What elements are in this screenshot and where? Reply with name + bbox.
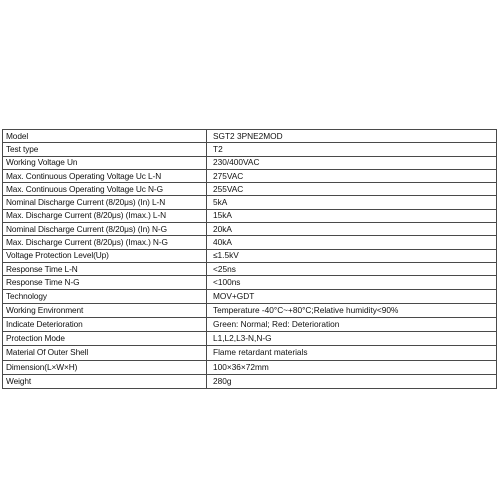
specification-table-body (3, 130, 497, 389)
spec-label: Working Voltage Un (3, 156, 207, 169)
spec-value: <25ns (207, 262, 497, 275)
spec-value: T2 (207, 143, 497, 156)
table-row (3, 183, 497, 196)
table-row (3, 276, 497, 289)
specification-table (2, 129, 497, 389)
table-row (3, 360, 497, 374)
table-row (3, 262, 497, 275)
spec-label: Model (3, 130, 207, 143)
table-row (3, 303, 497, 317)
spec-value: 230/400VAC (207, 156, 497, 169)
spec-value: Flame retardant materials (207, 346, 497, 360)
spec-label: Working Environment (3, 303, 207, 317)
spec-value: 15kA (207, 209, 497, 222)
spec-label: Nominal Discharge Current (8/20μs) (In) L-N (3, 196, 207, 209)
spec-value: L1,L2,L3-N,N-G (207, 332, 497, 346)
spec-label: Test type (3, 143, 207, 156)
table-row (3, 143, 497, 156)
table-row (3, 236, 497, 249)
spec-value: 20kA (207, 223, 497, 236)
spec-label: Technology (3, 289, 207, 303)
table-row (3, 169, 497, 182)
table-row (3, 209, 497, 222)
table-row (3, 346, 497, 360)
spec-label: Max. Continuous Operating Voltage Uc L-N (3, 169, 207, 182)
spec-value: Temperature -40°C~+80°C;Relative humidity<90% (207, 303, 497, 317)
spec-label: Protection Mode (3, 332, 207, 346)
table-row (3, 317, 497, 331)
table-row (3, 223, 497, 236)
spec-value: 5kA (207, 196, 497, 209)
spec-value: 40kA (207, 236, 497, 249)
table-row (3, 289, 497, 303)
table-row (3, 130, 497, 143)
spec-value: 100×36×72mm (207, 360, 497, 374)
spec-label: Weight (3, 374, 207, 388)
spec-label: Voltage Protection Level(Up) (3, 249, 207, 262)
spec-value: MOV+GDT (207, 289, 497, 303)
spec-label: Max. Discharge Current (8/20μs) (Imax.) L-N (3, 209, 207, 222)
spec-label: Nominal Discharge Current (8/20μs) (In) N-G (3, 223, 207, 236)
spec-value: 280g (207, 374, 497, 388)
spec-label: Max. Continuous Operating Voltage Uc N-G (3, 183, 207, 196)
spec-value: Green: Normal; Red: Deterioration (207, 317, 497, 331)
spec-value: SGT2 3PNE2MOD (207, 130, 497, 143)
spec-value: ≤1.5kV (207, 249, 497, 262)
table-row (3, 156, 497, 169)
table-row (3, 332, 497, 346)
spec-label: Response Time N-G (3, 276, 207, 289)
spec-label: Dimension(L×W×H) (3, 360, 207, 374)
table-row (3, 249, 497, 262)
spec-label: Max. Discharge Current (8/20μs) (Imax.) N-G (3, 236, 207, 249)
spec-value: 275VAC (207, 169, 497, 182)
table-row (3, 196, 497, 209)
spec-value: 255VAC (207, 183, 497, 196)
spec-label: Response Time L-N (3, 262, 207, 275)
spec-value: <100ns (207, 276, 497, 289)
spec-label: Indicate Deterioration (3, 317, 207, 331)
table-row (3, 374, 497, 388)
spec-label: Material Of Outer Shell (3, 346, 207, 360)
